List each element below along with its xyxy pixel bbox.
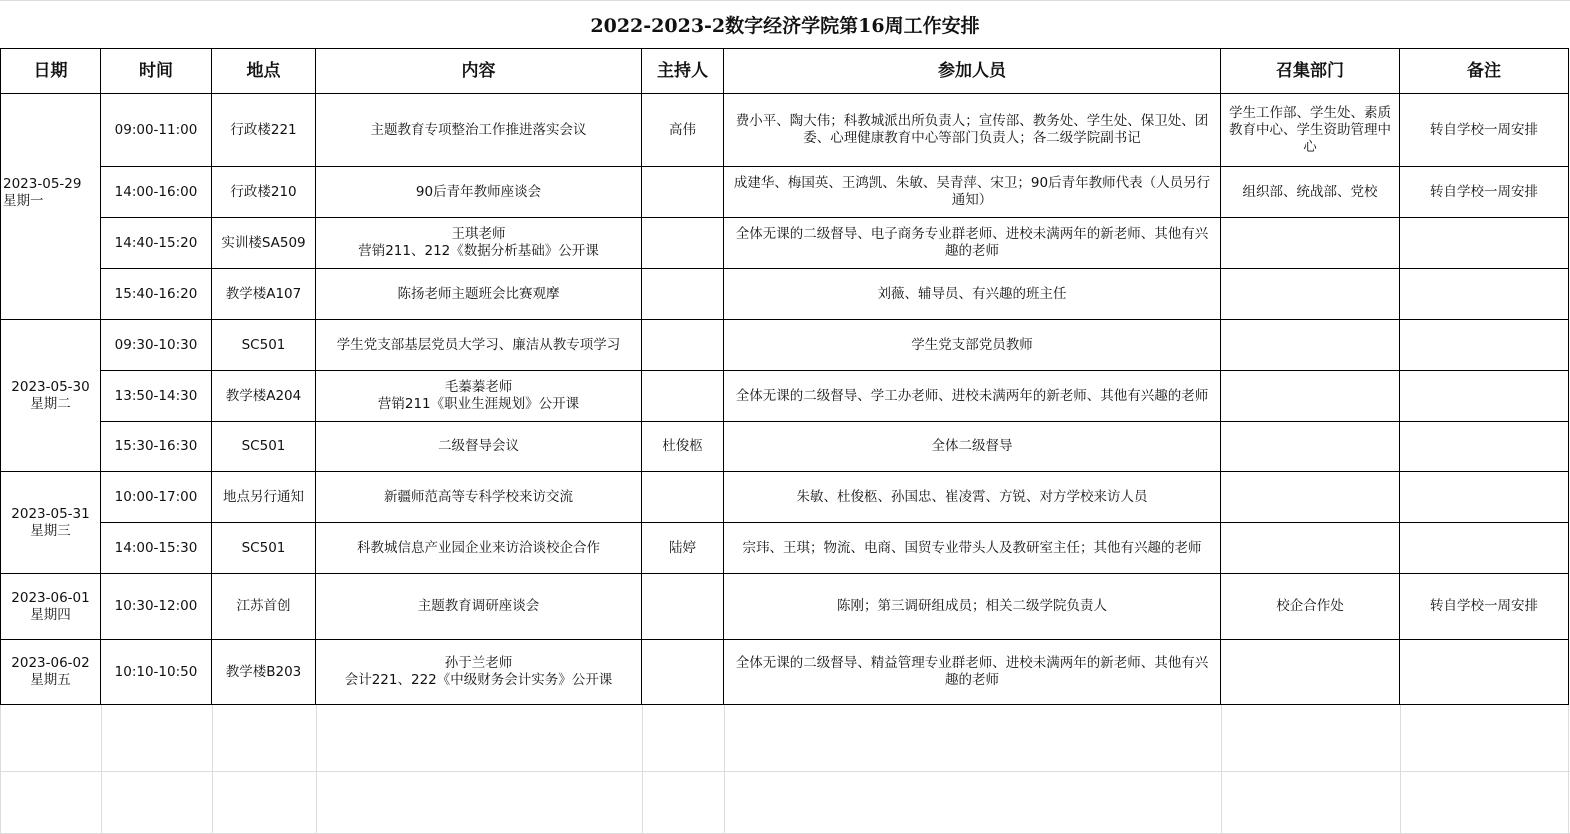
note-cell [1400,320,1569,371]
empty-grid-line [101,705,102,834]
note-cell: 转自学校一周安排 [1400,574,1569,640]
host-cell [642,269,724,320]
content-cell: 学生党支部基层党员大学习、廉洁从教专项学习 [316,320,642,371]
place-cell: SC501 [212,422,316,472]
date-cell [0,640,101,705]
time-cell: 14:00-15:30 [101,523,212,574]
dept-cell: 学生工作部、学生处、素质教育中心、学生资助管理中心 [1221,94,1400,167]
attendees-cell: 学生党支部党员教师 [724,320,1221,371]
note-cell: 转自学校一周安排 [1400,167,1569,218]
attendees-cell: 全体无课的二级督导、电子商务专业群老师、进校未满两年的新老师、其他有兴趣的老师 [724,218,1221,269]
note-cell [1400,218,1569,269]
date-block [11,655,89,689]
date-text: 2023-05-30 [11,378,90,395]
dept-cell [1221,523,1400,574]
dept-cell: 校企合作处 [1221,574,1400,640]
place-cell: 江苏首创 [212,574,316,640]
date-cell [0,472,101,574]
date-cell [0,574,101,640]
host-cell [642,371,724,422]
content-cell: 科教城信息产业园企业来访洽谈校企合作 [316,523,642,574]
dept-cell: 组织部、统战部、党校 [1221,167,1400,218]
attendees-cell: 刘薇、辅导员、有兴趣的班主任 [724,269,1221,320]
place-cell: 教学楼B203 [212,640,316,705]
host-cell [642,472,724,523]
host-cell [642,574,724,640]
date-block [11,506,89,540]
weekday-text: 星期一 [3,192,44,209]
dept-cell [1221,269,1400,320]
time-cell: 14:40-15:20 [101,218,212,269]
dept-cell [1221,218,1400,269]
date-block [11,379,89,413]
date-cell [0,94,101,320]
column-header: 时间 [101,48,212,94]
host-cell [642,640,724,705]
column-header: 参加人员 [724,48,1221,94]
content-cell: 主题教育调研座谈会 [316,574,642,640]
note-cell [1400,472,1569,523]
host-cell [642,218,724,269]
place-cell: 教学楼A107 [212,269,316,320]
dept-cell [1221,320,1400,371]
empty-grid-line [642,705,643,834]
attendees-cell: 全体无课的二级督导、精益管理专业群老师、进校未满两年的新老师、其他有兴趣的老师 [724,640,1221,705]
note-cell [1400,269,1569,320]
date-text: 2023-06-02 [11,655,90,671]
content-cell: 主题教育专项整治工作推进落实会议 [316,94,642,167]
column-header: 内容 [316,48,642,94]
time-cell: 13:50-14:30 [101,371,212,422]
attendees-cell: 陈刚；第三调研组成员；相关二级学院负责人 [724,574,1221,640]
empty-grid-line [0,771,1570,772]
weekday-text: 星期二 [30,395,71,412]
attendees-cell: 全体二级督导 [724,422,1221,472]
content-cell: 新疆师范高等专科学校来访交流 [316,472,642,523]
attendees-cell: 成建华、梅国英、王鸿凯、朱敏、吴青萍、宋卫；90后青年教师代表（人员另行通知） [724,167,1221,218]
place-cell: 地点另行通知 [212,472,316,523]
host-cell: 杜俊柩 [642,422,724,472]
time-cell: 09:30-10:30 [101,320,212,371]
note-cell [1400,523,1569,574]
empty-grid-line [316,705,317,834]
dept-cell [1221,371,1400,422]
date-cell [0,320,101,472]
column-header: 备注 [1400,48,1569,94]
content-cell: 陈扬老师主题班会比赛观摩 [316,269,642,320]
date-text: 2023-06-01 [11,589,90,606]
time-cell: 15:40-16:20 [101,269,212,320]
content-cell: 毛蓁蓁老师 营销211《职业生涯规划》公开课 [316,371,642,422]
dept-cell [1221,640,1400,705]
time-cell: 15:30-16:30 [101,422,212,472]
dept-cell [1221,472,1400,523]
time-cell: 09:00-11:00 [101,94,212,167]
place-cell: SC501 [212,320,316,371]
place-cell: 行政楼221 [212,94,316,167]
note-cell: 转自学校一周安排 [1400,94,1569,167]
date-block [3,176,81,210]
empty-grid-line [724,705,725,834]
content-cell: 二级督导会议 [316,422,642,472]
date-text: 2023-05-29 [3,175,82,192]
empty-grid-line [0,705,1,834]
content-cell: 90后青年教师座谈会 [316,167,642,218]
date-block [11,590,89,624]
attendees-cell: 宗玮、王琪；物流、电商、国贸专业带头人及教研室主任；其他有兴趣的老师 [724,523,1221,574]
attendees-cell: 朱敏、杜俊柩、孙国忠、崔凌霄、方锐、对方学校来访人员 [724,472,1221,523]
column-header: 召集部门 [1221,48,1400,94]
attendees-cell: 费小平、陶大伟；科教城派出所负责人；宣传部、教务处、学生处、保卫处、团委、心理健康教育中心等部门负责人；各二级学院副书记 [724,94,1221,167]
empty-grid-line [1568,705,1569,834]
weekday-text: 星期五 [30,672,71,688]
attendees-cell: 全体无课的二级督导、学工办老师、进校未满两年的新老师、其他有兴趣的老师 [724,371,1221,422]
sheet-title: 2022-2023-2数字经济学院第16周工作安排 [0,0,1570,48]
empty-grid-line [1400,705,1401,834]
place-cell: 行政楼210 [212,167,316,218]
note-cell [1400,371,1569,422]
content-cell: 王琪老师 营销211、212《数据分析基础》公开课 [316,218,642,269]
empty-grid-line [212,705,213,834]
host-cell [642,167,724,218]
dept-cell [1221,422,1400,472]
weekday-text: 星期三 [30,522,71,539]
time-cell: 10:00-17:00 [101,472,212,523]
host-cell [642,320,724,371]
time-cell: 14:00-16:00 [101,167,212,218]
place-cell: SC501 [212,523,316,574]
weekday-text: 星期四 [30,606,71,623]
column-header: 日期 [0,48,101,94]
host-cell: 高伟 [642,94,724,167]
column-header: 主持人 [642,48,724,94]
empty-grid-line [1221,705,1222,834]
place-cell: 教学楼A204 [212,371,316,422]
time-cell: 10:30-12:00 [101,574,212,640]
date-text: 2023-05-31 [11,505,90,522]
host-cell: 陆婷 [642,523,724,574]
time-cell: 10:10-10:50 [101,640,212,705]
note-cell [1400,422,1569,472]
place-cell: 实训楼SA509 [212,218,316,269]
content-cell: 孙于兰老师 会计221、222《中级财务会计实务》公开课 [316,640,642,705]
note-cell [1400,640,1569,705]
column-header: 地点 [212,48,316,94]
